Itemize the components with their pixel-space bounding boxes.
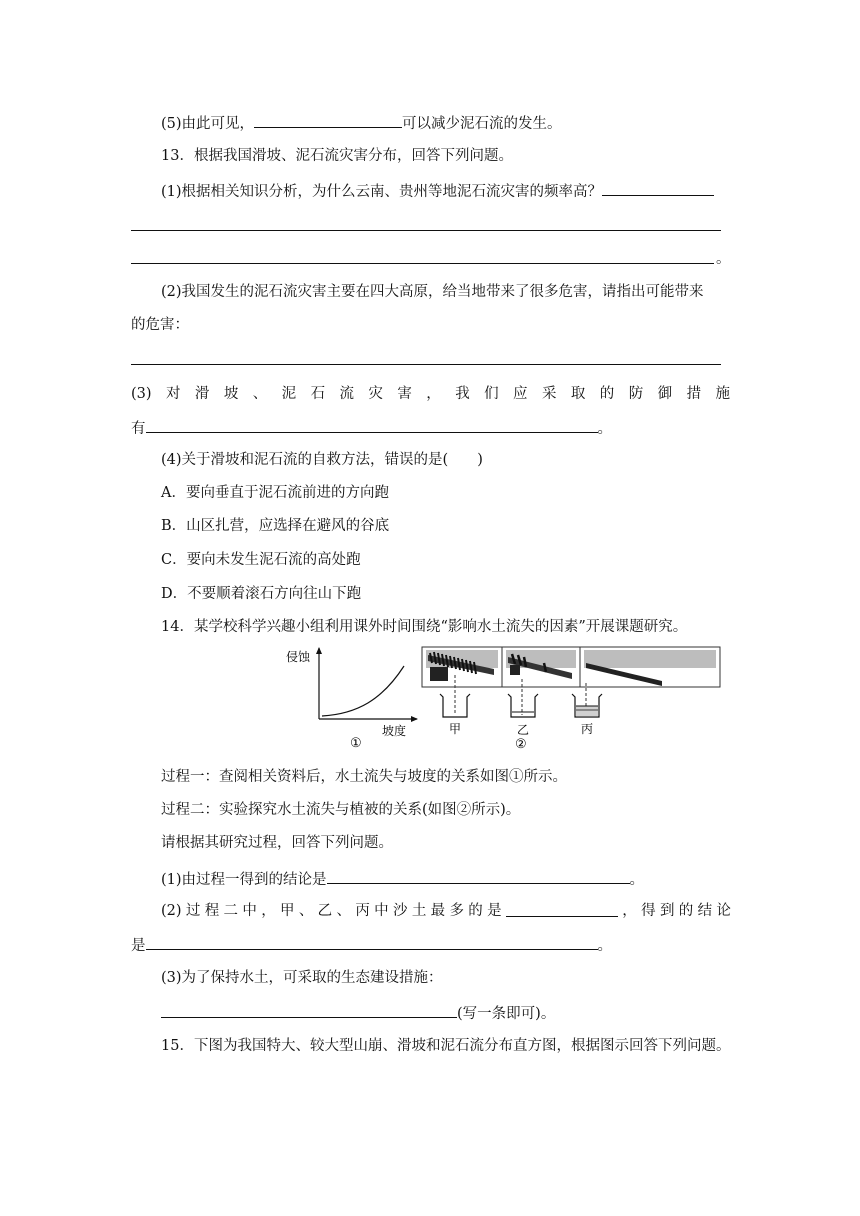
q13-part1-text: (1)根据相关知识分析，为什么云南、贵州等地泥石流灾害的频率高？ bbox=[161, 184, 603, 200]
q14-part2-char: 的 bbox=[678, 903, 694, 919]
q14-part2-line2-prefix: 是 bbox=[131, 938, 146, 954]
q13-part3-char: 御 bbox=[657, 386, 673, 402]
q14-part2-char: 丙 bbox=[355, 903, 370, 919]
q13-part3-char: ， bbox=[426, 386, 441, 402]
q13-part3-char: 流 bbox=[339, 386, 354, 402]
q14-part2-char: 最 bbox=[430, 903, 446, 919]
q14-process1: 过程一：查阅相关资料后，水土流失与坡度的关系如图①所示。 bbox=[161, 769, 567, 785]
q12-part5-prefix: (5)由此可见， bbox=[161, 116, 255, 132]
q14-part1-blank[interactable] bbox=[327, 868, 630, 884]
graph-x-label: 坡度 bbox=[382, 724, 407, 738]
q13-part3-line1 bbox=[131, 384, 730, 404]
q12-part5-blank[interactable] bbox=[254, 112, 402, 128]
q13-part3-char: 的 bbox=[599, 386, 615, 402]
q14-part2-blank-most-sand[interactable] bbox=[506, 901, 618, 917]
graph-y-arrow bbox=[316, 647, 322, 654]
beaker-bing bbox=[572, 694, 602, 717]
figure2-label: ② bbox=[515, 737, 527, 752]
q13-part3-char: 取 bbox=[570, 386, 586, 402]
beaker-label-jia: 甲 bbox=[449, 722, 462, 736]
q14-part3-line2 bbox=[161, 1002, 555, 1024]
q13-option-b[interactable]: B．山区扎营，应选择在避风的谷底 bbox=[161, 518, 390, 534]
q14-part1 bbox=[161, 868, 644, 890]
q13-part3-blank[interactable] bbox=[146, 417, 598, 433]
q14-part2-char: 的 bbox=[468, 903, 483, 919]
q14-part2-char: 乙 bbox=[317, 903, 333, 919]
panel-jia-roots bbox=[430, 667, 448, 681]
q14-part2-blank-conclusion[interactable] bbox=[146, 934, 598, 950]
q14-figure-svg bbox=[282, 645, 722, 753]
q14-part2-char: 沙 bbox=[392, 903, 408, 919]
q13-title: 13．根据我国滑坡、泥石流灾害分布，回答下列问题。 bbox=[161, 148, 513, 164]
q13-part3-char: 们 bbox=[484, 386, 499, 402]
q14-part1-prefix: (1)由过程一得到的结论是 bbox=[161, 872, 327, 888]
erosion-slope-graph bbox=[286, 647, 418, 751]
q13-part3-char: 灾 bbox=[368, 386, 383, 402]
q14-part2-char: (2) bbox=[161, 903, 182, 919]
q14-part2-char: ， bbox=[261, 903, 276, 919]
q14-part2-line1 bbox=[161, 901, 731, 921]
beaker-label-bing: 丙 bbox=[581, 722, 594, 736]
beaker-yi bbox=[508, 694, 538, 717]
q13-part1-answer-line-1[interactable] bbox=[131, 230, 721, 231]
graph-y-label: 侵蚀 bbox=[286, 650, 311, 664]
q13-part3-prefix: 有 bbox=[131, 421, 146, 437]
q14-part2-char: 、 bbox=[336, 903, 351, 919]
q14-part1-end: 。 bbox=[629, 872, 645, 888]
q13-part1-blank-inline[interactable] bbox=[602, 180, 714, 196]
q14-part2-line2 bbox=[131, 934, 612, 956]
q14-part2-char: 甲 bbox=[280, 903, 295, 919]
q14-figure bbox=[282, 645, 722, 753]
q13-part4: (4)关于滑坡和泥石流的自救方法，错误的是( ) bbox=[161, 452, 483, 468]
q12-part5 bbox=[161, 112, 562, 134]
q14-part2-char: 过 bbox=[185, 903, 201, 919]
beaker-label-yi: 乙 bbox=[517, 723, 530, 737]
q14-part2-char: 论 bbox=[716, 903, 731, 919]
q13-part3-char: 坡 bbox=[223, 386, 239, 402]
q13-part3-char: 害 bbox=[397, 386, 412, 402]
q13-part3-char: 对 bbox=[165, 386, 181, 402]
q13-part3-char: 施 bbox=[715, 386, 730, 402]
q15-title: 15．下图为我国特大、较大型山崩、滑坡和泥石流分布直方图，根据图示回答下列问题。 bbox=[161, 1038, 731, 1054]
q13-part3-char: 采 bbox=[541, 386, 557, 402]
q13-option-d[interactable]: D．不要顺着滚石方向往山下跑 bbox=[161, 586, 362, 602]
q14-part2-char: 多 bbox=[449, 903, 464, 919]
q13-part2-answer-line[interactable] bbox=[131, 364, 721, 365]
q13-part2-line2: 的危害： bbox=[131, 317, 189, 333]
q13-part1 bbox=[161, 180, 714, 202]
q13-part3-char: 我 bbox=[455, 386, 470, 402]
q13-part3-char: 泥 bbox=[281, 386, 297, 402]
q14-part2-char: 到 bbox=[659, 903, 675, 919]
q13-part1-answer-line-2[interactable] bbox=[131, 263, 714, 264]
q13-part3-line2 bbox=[131, 417, 612, 439]
q14-part2-char: 、 bbox=[298, 903, 314, 919]
q14-part2-char: 中 bbox=[242, 903, 257, 919]
q13-part3-char: 、 bbox=[252, 386, 268, 402]
vegetation-experiment bbox=[422, 647, 720, 752]
q14-part3: (3)为了保持水土，可采取的生态建设措施： bbox=[161, 970, 443, 986]
q14-part2-char: ， bbox=[622, 903, 637, 919]
q13-part2-line1: (2)我国发生的泥石流灾害主要在四大高原，给当地带来了很多危害，请指出可能带来 bbox=[161, 284, 704, 300]
q14-part2-char: 得 bbox=[641, 903, 656, 919]
q13-part3-char: 措 bbox=[686, 386, 702, 402]
q14-part2-char: 二 bbox=[223, 903, 239, 919]
figure1-label: ① bbox=[350, 736, 362, 751]
q13-part3-end: 。 bbox=[597, 421, 612, 437]
q14-part2-char: 是 bbox=[487, 903, 502, 919]
q14-part3-blank[interactable] bbox=[161, 1002, 457, 1018]
panel-bing-background bbox=[584, 650, 716, 668]
q12-part5-suffix: 可以减少泥石流的发生。 bbox=[402, 116, 562, 132]
q14-part3-note: (写一条即可)。 bbox=[457, 1006, 556, 1022]
q14-process2: 过程二：实验探究水土流失与植被的关系(如图②所示)。 bbox=[161, 802, 521, 818]
q13-part3-char: 应 bbox=[513, 386, 528, 402]
q13-option-a[interactable]: A．要向垂直于泥石流前进的方向跑 bbox=[161, 485, 389, 501]
q14-part2-end: 。 bbox=[597, 938, 612, 954]
q13-option-c[interactable]: C．要向未发生泥石流的高处跑 bbox=[161, 552, 361, 568]
q13-part3-char: 滑 bbox=[194, 386, 210, 402]
graph-x-arrow bbox=[411, 716, 418, 722]
q14-part2-char: 中 bbox=[374, 903, 389, 919]
q14-instruction: 请根据其研究过程，回答下列问题。 bbox=[161, 835, 393, 851]
q13-part3-char: 石 bbox=[310, 386, 326, 402]
q13-part3-char: (3) bbox=[131, 386, 152, 402]
q14-part2-char: 结 bbox=[697, 903, 713, 919]
q13-part3-char: 防 bbox=[628, 386, 644, 402]
q13-part1-end: 。 bbox=[716, 251, 731, 267]
graph-curve bbox=[322, 666, 404, 716]
q14-part2-char: 土 bbox=[411, 903, 427, 919]
q14-title: 14．某学校科学兴趣小组利用课外时间围绕“影响水土流失的因素”开展课题研究。 bbox=[161, 619, 688, 635]
q14-part2-char: 程 bbox=[204, 903, 220, 919]
panel-yi-roots bbox=[510, 665, 520, 675]
